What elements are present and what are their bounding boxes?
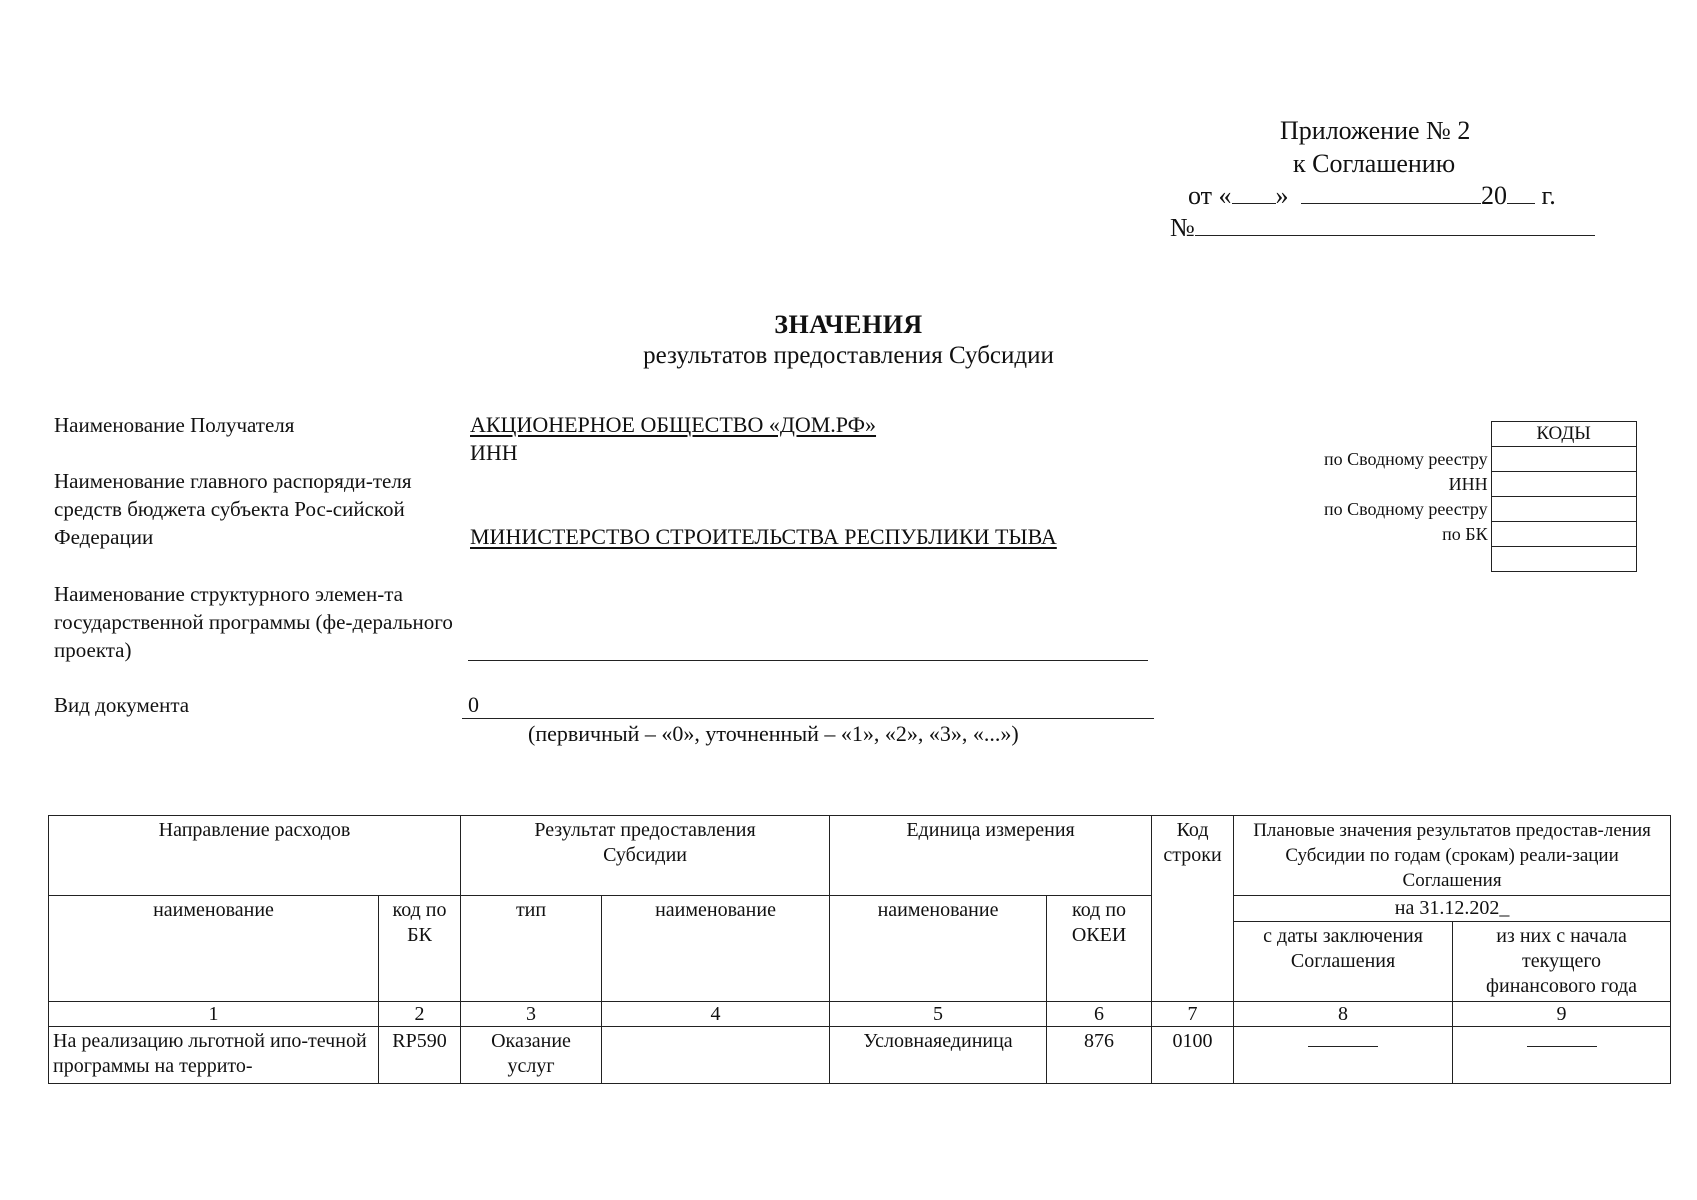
codes-row bbox=[1320, 497, 1636, 522]
column-number: 6 bbox=[1047, 1002, 1152, 1027]
codes-row bbox=[1320, 447, 1636, 472]
codes-cell bbox=[1491, 522, 1636, 547]
results-table bbox=[48, 815, 1671, 1084]
manager-label: Наименование главного распоряди-теля средств бюджета субъекта Рос-сийской Федерации bbox=[54, 469, 412, 549]
header-direction: Направление расходов bbox=[49, 816, 461, 896]
date-mid: » bbox=[1275, 181, 1289, 210]
document-title bbox=[0, 310, 1697, 370]
codes-label: по Сводному реестру bbox=[1324, 448, 1488, 469]
year-prefix: 20 bbox=[1481, 181, 1508, 210]
row-type: Оказание услуг bbox=[491, 1030, 571, 1077]
row-okei: 876 bbox=[1047, 1027, 1152, 1084]
column-number: 9 bbox=[1453, 1002, 1671, 1027]
column-numbers-row bbox=[49, 1002, 1671, 1027]
header-name: наименование bbox=[49, 896, 379, 1002]
recipient-value: АКЦИОНЕРНОЕ ОБЩЕСТВО «ДОМ.РФ» bbox=[470, 412, 877, 437]
codes-cell bbox=[1491, 447, 1636, 472]
inn-label: ИНН bbox=[470, 440, 518, 465]
codes-table bbox=[1320, 421, 1637, 572]
doc-type-value: 0 bbox=[468, 692, 479, 717]
codes-cell bbox=[1491, 472, 1636, 497]
header-plan: Плановые значения результатов предостав-ления Субсидии по годам (срокам) реали-зации Соглашения bbox=[1234, 816, 1671, 896]
header-unit-name: наименование bbox=[830, 896, 1047, 1002]
header-result-name: наименование bbox=[602, 896, 830, 1002]
column-number: 1 bbox=[49, 1002, 379, 1027]
codes-row bbox=[1320, 522, 1636, 547]
codes-header: КОДЫ bbox=[1491, 422, 1636, 447]
row-unit-name: Условнаяединица bbox=[830, 1027, 1047, 1084]
codes-label: по БК bbox=[1442, 523, 1488, 544]
header-result: Результат предоставления Субсидии bbox=[461, 816, 830, 896]
empty-value-dash bbox=[1527, 1032, 1597, 1047]
title-sub: результатов предоставления Субсидии bbox=[643, 342, 1054, 369]
row-code: 0100 bbox=[1152, 1027, 1234, 1084]
program-line bbox=[468, 660, 1148, 661]
year-suffix: г. bbox=[1541, 181, 1556, 210]
header-type: тип bbox=[461, 896, 602, 1002]
column-number: 7 bbox=[1152, 1002, 1234, 1027]
header-bk: код по БК bbox=[379, 896, 461, 1002]
row-from-year bbox=[1453, 1027, 1671, 1084]
codes-cell bbox=[1491, 497, 1636, 522]
codes-cell bbox=[1491, 547, 1636, 572]
appendix-agreement: к Соглашению bbox=[1293, 149, 1456, 178]
program-label: Наименование структурного элемен-та государственной программы (фе-дерального проекта) bbox=[54, 582, 453, 662]
title-main: ЗНАЧЕНИЯ bbox=[774, 310, 923, 339]
doc-type-label: Вид документа bbox=[54, 693, 190, 717]
column-number: 5 bbox=[830, 1002, 1047, 1027]
codes-label: по Сводному реестру bbox=[1324, 498, 1488, 519]
date-prefix: от « bbox=[1188, 181, 1232, 210]
row-from-sign bbox=[1234, 1027, 1453, 1084]
doc-type-hint: (первичный – «0», уточненный – «1», «2», «3», «...») bbox=[528, 721, 1019, 746]
codes-label: ИНН bbox=[1448, 473, 1488, 494]
column-number: 3 bbox=[461, 1002, 602, 1027]
row-result-name bbox=[602, 1027, 830, 1084]
column-number: 8 bbox=[1234, 1002, 1453, 1027]
appendix-title: Приложение № 2 bbox=[1280, 116, 1471, 145]
appendix-number bbox=[1170, 212, 1595, 244]
codes-header-row bbox=[1320, 422, 1636, 447]
column-number: 2 bbox=[379, 1002, 461, 1027]
number-label: № bbox=[1170, 213, 1195, 242]
row-name: На реализацию льготной ипо-течной программы на террито- bbox=[53, 1030, 367, 1077]
header-unit: Единица измерения bbox=[830, 816, 1152, 896]
codes-row bbox=[1320, 472, 1636, 497]
year-blank bbox=[1507, 183, 1535, 204]
header-date: на 31.12.202_ bbox=[1234, 896, 1671, 922]
header-row-1 bbox=[49, 816, 1671, 896]
codes-label bbox=[1320, 547, 1491, 572]
day-blank bbox=[1232, 183, 1276, 204]
table-row bbox=[49, 1027, 1671, 1084]
number-blank bbox=[1195, 213, 1595, 236]
appendix-date bbox=[1188, 180, 1556, 212]
empty-value-dash bbox=[1308, 1032, 1378, 1047]
recipient-label: Наименование Получателя bbox=[54, 413, 295, 437]
column-number: 4 bbox=[602, 1002, 830, 1027]
row-type-cell bbox=[461, 1027, 602, 1084]
manager-value: МИНИСТЕРСТВО СТРОИТЕЛЬСТВА РЕСПУБЛИКИ ТЫВА bbox=[470, 524, 1057, 549]
header-from-sign: с даты заключения Соглашения bbox=[1234, 922, 1453, 1002]
codes-row bbox=[1320, 547, 1636, 572]
month-blank bbox=[1301, 183, 1481, 204]
doc-type-line bbox=[462, 718, 1154, 719]
header-row-2 bbox=[49, 896, 1671, 922]
row-name-cell bbox=[49, 1027, 379, 1084]
row-bk: RP590 bbox=[379, 1027, 461, 1084]
header-okei: код по ОКЕИ bbox=[1047, 896, 1152, 1002]
header-from-year: из них с начала текущего финансового года bbox=[1453, 922, 1671, 1002]
header-code: Код строки bbox=[1152, 816, 1234, 1002]
